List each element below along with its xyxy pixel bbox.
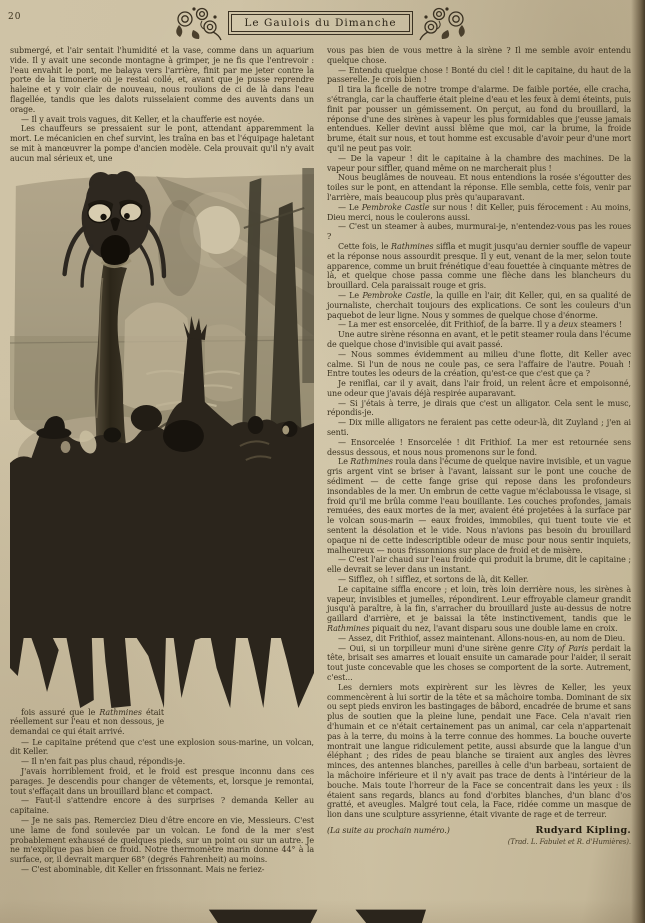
paragraph: Cette fois, le Rathmines siffla et mugit jusqu'au dernier souffle de vapeur et la réponse nous assourdit presque. Il y eut, venant de la mer, selon toute apparence, comme un bruit frénétique d'eau fouettée à cinquante mètres de là, et quelque chose passa comme une flèche dans les blancheurs du brouillard. Cela paraissait rouge et gris. xyxy=(327,241,631,291)
translators-credit: (Trad. L. Fabulet et R. d'Humières). xyxy=(507,837,631,846)
paragraph: — Le capitaine prétend que c'est une explosion sous-marine, un volcan, dit Keller. xyxy=(10,737,314,757)
paragraph: Je reniflai, car il y avait, dans l'air froid, un relent âcre et empoisonné, une odeur que j'avais déjà respirée auparavant. xyxy=(327,379,631,398)
paragraph: — Oui, si un torpilleur muni d'une sirène genre City of Paris perdait la tête, brisait ses amarres et louait ensuite un camarade pour l'aider, il serait tout juste concevable que les choses se comportent de la sorte. Autrement, c'est... xyxy=(327,643,631,682)
paragraph: — Le Pembroke Castle, la quille en l'air, dit Keller, qui, en sa qualité de journaliste, cherchait toujours des explications. Ce sont les couleurs d'un paquebot de leur ligne. Nous y sommes de quelque chose d'énorme. xyxy=(327,290,631,320)
paragraph: — La mer est ensorcelée, dit Frithiof, de la barre. Il y a deux steamers ! xyxy=(338,320,623,330)
left-column-top-text xyxy=(10,46,314,164)
paragraph: — Nous sommes évidemment au milieu d'une flotte, dit Keller avec calme. Si l'un de nous ne coule pas, ce sera l'affaire de l'autre. Pouah ! Entre toutes les odeurs de la création, qu'est-ce que c'est que ça ? xyxy=(327,349,631,379)
page-content xyxy=(10,6,631,875)
paragraph: — C'est abominable, dit Keller en frissonnant. Mais ne feriez- xyxy=(21,864,265,874)
paragraph: J'avais horriblement froid, et le froid est presque inconnu dans ces parages. Je descendis pour changer de vêtements, et, lorsque je remontai, tout s'effaçait dans un brouillard blanc et compact. xyxy=(10,766,314,796)
paragraph: — Il y avait trois vagues, dit Keller, et la chaufferie est noyée. xyxy=(21,114,265,124)
upturned-face xyxy=(61,441,71,453)
paragraph: Les derniers mots expirèrent sur les lèvres de Keller, les yeux commencèrent à lui sortir de la tête et sa mâchoire tomba. Dominant de six ou sept pieds environ les bastingages de bâbord, encadrée de brume et sans plus de soutien que la pleine lune, pendait une Face. Cela n'avait rien d'humain et ce n'était certainement pas un animal, car cela n'appartenait pas à la terre, du moins à la terre connue des hommes. La bouche ouverte montrait une langue ridiculement petite, aussi absurde que la langue d'un éléphant ; des rides de peau blanche se tiraient aux angles des lèvres minces, des antennes blanches, pareilles à celle d'un barbeau, sortaient de la mâchoire inférieure et il n'y avait pas trace de dents à l'intérieur de la bouche. Mais toute l'horreur de la Face se concentrait dans les yeux : ils étaient sans regards, blancs au fond d'orbites blanches, d'un blanc d'os gratté, et aveugles. Malgré tout cela, la Face, ridée comme un masque de lion dans une sculpture assyrienne, était vivante de rage et de terreur. xyxy=(327,682,631,820)
paragraph: — Dix mille alligators ne feraient pas cette odeur-là, dit Zuyland ; j'en ai senti. xyxy=(327,418,631,438)
paragraph: — Ensorcelée ! Ensorcelée ! dit Frithiof. La mer est retournée sens dessus dessous, et nous nous promenons sur le fond. xyxy=(327,437,631,457)
page-number: 20 xyxy=(8,12,22,22)
paragraph: — Le Pembroke Castle sur nous ! dit Keller, puis férocement : Au moins, Dieu merci, nous le coulerons aussi. xyxy=(327,202,631,222)
paragraph: Une autre sirène résonna en avant, et le petit steamer roula dans l'écume de quelque chose d'invisible qui avait passé. xyxy=(327,330,631,349)
paragraph: — Sifflez, oh ! sifflez, et sortons de là, dit Keller. xyxy=(338,575,529,585)
paragraph: — Assez, dit Frithiof, assez maintenant. Allons-nous-en, au nom de Dieu. xyxy=(338,633,626,643)
floral-ornament-left-icon xyxy=(169,5,223,41)
paragraph: Nous beuglâmes de nouveau. Et nous entendions la rosée s'égoutter des toiles sur le pont, en attendant la réponse. Elle sembla, cette fois, venir par l'arrière, mais beaucoup plus près qu'auparavant. xyxy=(327,173,631,202)
paragraph: Le capitaine siffla encore ; et loin, très loin derrière nous, les sirènes à vapeur, invisibles et jumelles, répondirent. Leur effroyable clameur grandit jusqu'à paraître, à la fin, s'arracher du brouillard juste au-dessus de notre gaillard d'arrière, et je baissai la tête instinctivement, tandis que le Rathmines piquait du nez, l'avant disparu sous une double lame en croix. xyxy=(327,584,631,634)
sail-glow xyxy=(205,324,246,401)
bowler-hat-large xyxy=(163,420,204,452)
left-column xyxy=(10,46,314,875)
crew-head xyxy=(248,416,264,434)
bowler-hat xyxy=(104,427,122,442)
author-signature: Rudyard Kipling. xyxy=(535,824,631,836)
masthead-title: Le Gaulois du Dimanche xyxy=(231,14,409,32)
masthead xyxy=(10,6,631,40)
paragraph: — Si j'étais à terre, je dirais que c'est un alligator. Cela sent le musc, répondis-je. xyxy=(327,398,631,418)
rigging-edge xyxy=(302,168,314,383)
sea-serpent-illustration xyxy=(10,168,314,708)
illustration-bottom-spike xyxy=(160,702,464,923)
paragraph: — Je ne sais pas. Remerciez Dieu d'être encore en vie, Messieurs. C'est une lame de fond soulevée par un volcan. Le fond de la mer s'est probablement exhaussé de quelques pieds, sur un point ou sur un autre. Je ne m'explique pas bien ce froid. Notre thermomètre marin donne 44° à la surface, or, il devrait marquer 68° (degrés Fahrenheit) au moins. xyxy=(10,815,314,865)
paragraph: — De la vapeur ! dit le capitaine à la chambre des machines. De la vapeur pour siffler, quand même on ne marcherait plus ! xyxy=(327,153,631,173)
illustration-ragged-bottom xyxy=(10,638,314,708)
paragraph: — C'est l'air chaud sur l'eau froide qui produit la brume, dit le capitaine ; elle devrait se lever dans un instant. xyxy=(327,555,631,575)
paragraph: vous pas bien de vous mettre à la sirène ? Il me semble avoir entendu quelque chose. xyxy=(327,46,631,65)
paragraph: — Entendu quelque chose ! Bonté du ciel ! dit le capitaine, du haut de la passerelle. Je crois bien ! xyxy=(327,65,631,85)
scan-edge-shadow xyxy=(631,0,645,923)
columns xyxy=(10,46,631,875)
paragraph: submergé, et l'air sentait l'humidité et la vase, comme dans un aquarium vide. Il y avait une seconde montagne à grimper, je ne fis que l'entrevoir : l'eau envahit le pont, me balaya vers l'arrière, finit par me jeter contre la porte de la timonerie où je restai collé, et, avant que je pusse reprendre haleine et y voir clair de nouveau, nous roulions de ci de là dans l'eau flagellée, tandis que les dalots ruisselaient comme des auvents dans un orage. xyxy=(10,46,314,114)
paragraph: Il tira la ficelle de notre trompe d'alarme. De faible portée, elle cracha, s'étrangla, car la chaufferie était pleine d'eau et les feux à demi éteints, puis finit par pousser un gémissement. On perçut, au fond du brouillard, la réponse d'une des sirènes à vapeur les plus formidables que j'eusse jamais entendues. Keller devint aussi blême que moi, car la brume, la froide brume, était sur nous, et tout homme est excusable d'avoir peur d'une mort qu'il ne peut pas voir. xyxy=(327,85,631,153)
paragraph: — C'est un steamer à aubes, murmurai-je, n'entendez-vous pas les roues ? xyxy=(327,222,631,242)
mist-shadow xyxy=(158,200,201,296)
paragraph: — Faut-il s'attendre encore à des surprises ? demanda Keller au capitaine. xyxy=(10,796,314,816)
paragraph: Les chauffeurs se pressaient sur le pont, attendant apparemment la mort. Le mécanicien en chef survint, les traîna en bas et l'équipage haletant se mit à manœuvrer la pompe d'ancien modèle. Cela prouvait qu'il n'y avait aucun mal sérieux et, une xyxy=(10,124,314,163)
binnacle xyxy=(131,405,162,431)
paragraph: — Il n'en fait pas plus chaud, répondis-je. xyxy=(21,757,186,767)
illustration-canvas xyxy=(10,168,314,708)
paragraph: Le Rathmines roula dans l'écume de quelque navire invisible, et un vague gris argent vint se briser à l'avant, laissant sur le pont une couche de sédiment — de cette fange grise qui repose dans les profondeurs insondables de la mer. Un embrun de cette vague m'éclaboussa le visage, si froid qu'il me brûla comme l'eau bouillante. Les couches profondes, jamais remuées, des eaux mortes de la mer, avaient été projetées à la surface par le volcan sous-marin — eaux froides, immobiles, qui tuent toute vie et sentent la désolation et le vide. Nous n'avions pas besoin du brouillard opaque ni de cette indescriptible odeur de musc pour nous sentir inquiets, malheureux — nous frissonnions sur place de froid et de misère. xyxy=(327,457,631,555)
continuation-note: (La suite au prochain numéro.) xyxy=(327,825,450,835)
floral-ornament-right-icon xyxy=(418,5,472,41)
upturned-face xyxy=(282,425,289,434)
paragraph: fois assuré que le Rathmines était réellement sur l'eau et non dessous, je demandai ce qui était arrivé. xyxy=(10,707,164,737)
